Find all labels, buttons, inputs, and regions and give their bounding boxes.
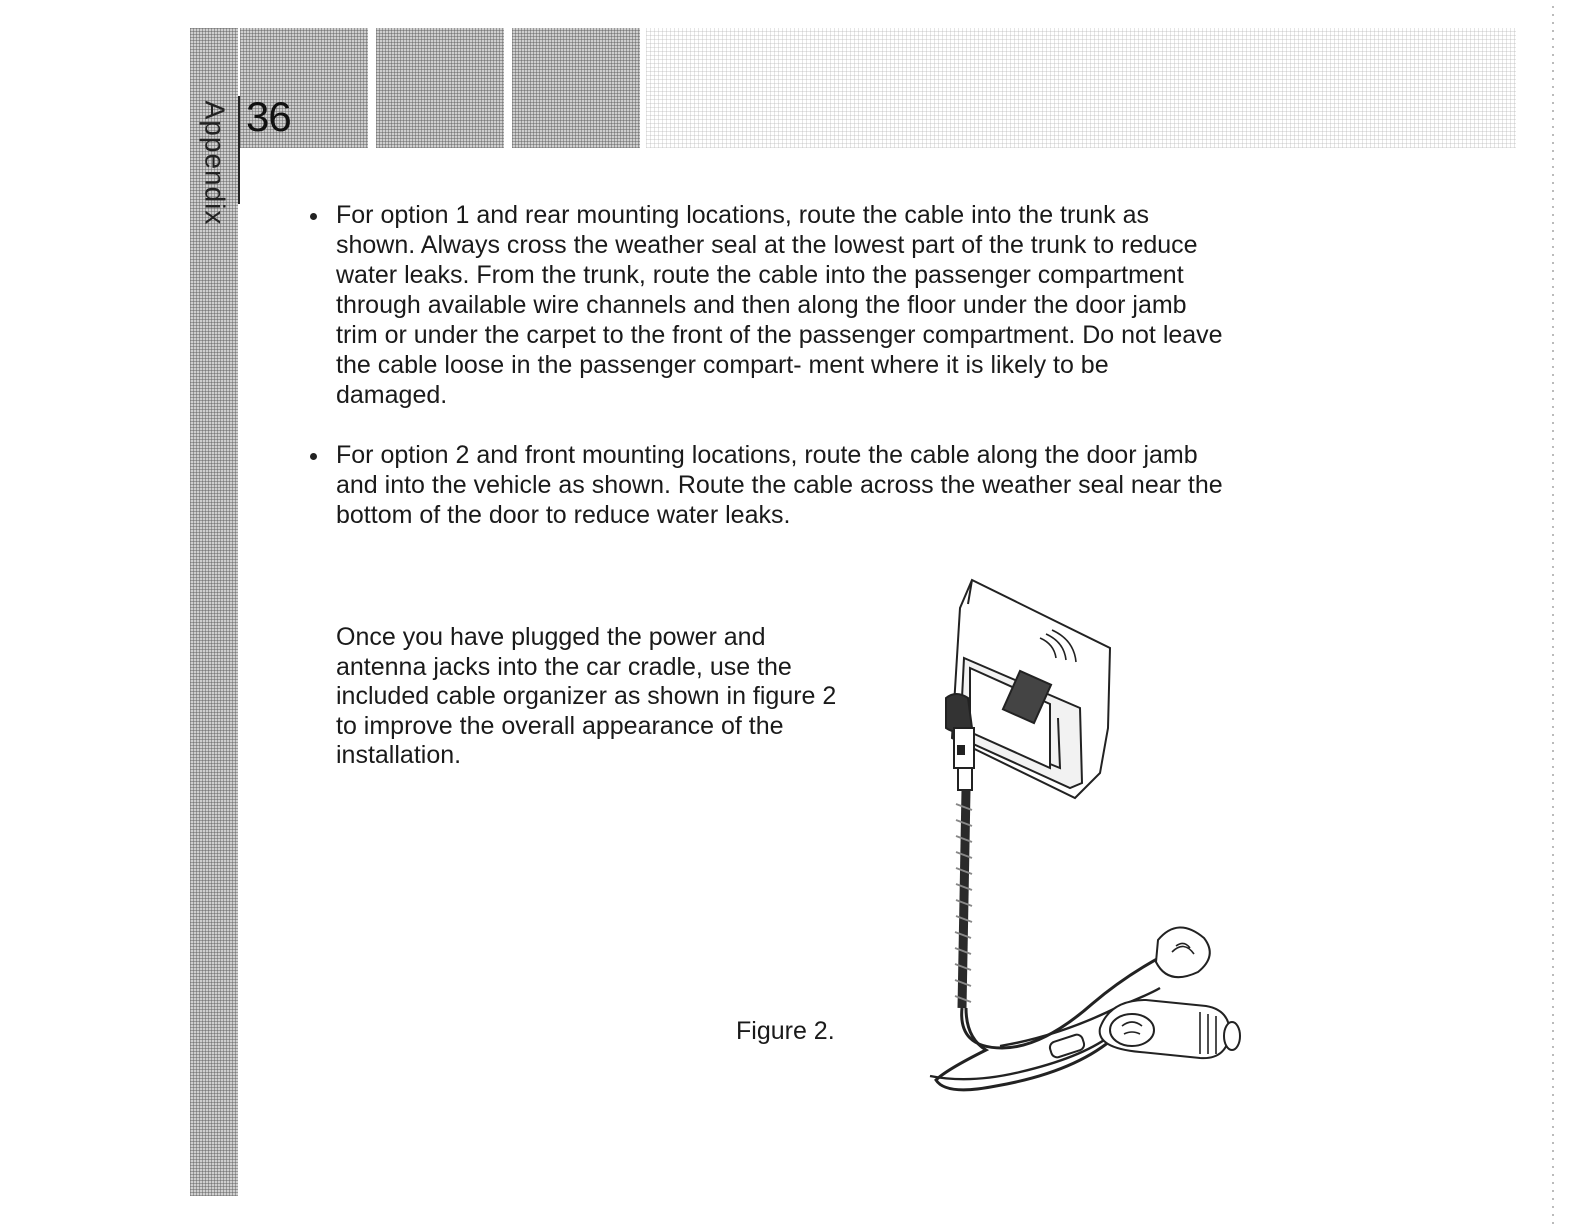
bullet-text: For option 2 and front mounting locations, route the cable along the door jamb and into the vehicle as shown. Route the cable across the weather seal near the bottom of the door to reduce water leaks. — [336, 441, 1223, 529]
bullet-item — [306, 200, 1226, 410]
section-label — [190, 100, 238, 226]
section-label-text: Appendix — [199, 100, 231, 226]
bullet-icon — [310, 213, 317, 220]
bullet-text: For option 1 and rear mounting locations, route the cable into the trunk as shown. Always cross the weather seal at the lowest part of the trunk to reduce water leaks. From the trunk, route the cable into the passenger compartment through available wire channels and then along the floor under the door jamb trim or under the carpet to the front of the passenger compartment. Do not leave the cable loose in the passenger compart- ment where it is likely to be damaged. — [336, 201, 1223, 409]
header-tab — [512, 28, 640, 148]
figure-caption: Figure 2. — [736, 1017, 835, 1045]
page-edge — [1552, 0, 1554, 1224]
car-cradle-illustration — [900, 568, 1260, 1108]
bullet-list — [306, 200, 1226, 560]
page-number: 36 — [246, 93, 291, 140]
bullet-item — [306, 440, 1226, 530]
intro-paragraph: Once you have plugged the power and antenna jacks into the car cradle, use the included cable organizer as shown in figure 2 to improve the overall appearance of the installation. — [336, 623, 837, 769]
header-tab-faded — [646, 28, 1516, 148]
header-tab — [376, 28, 504, 148]
bullet-icon — [310, 453, 317, 460]
